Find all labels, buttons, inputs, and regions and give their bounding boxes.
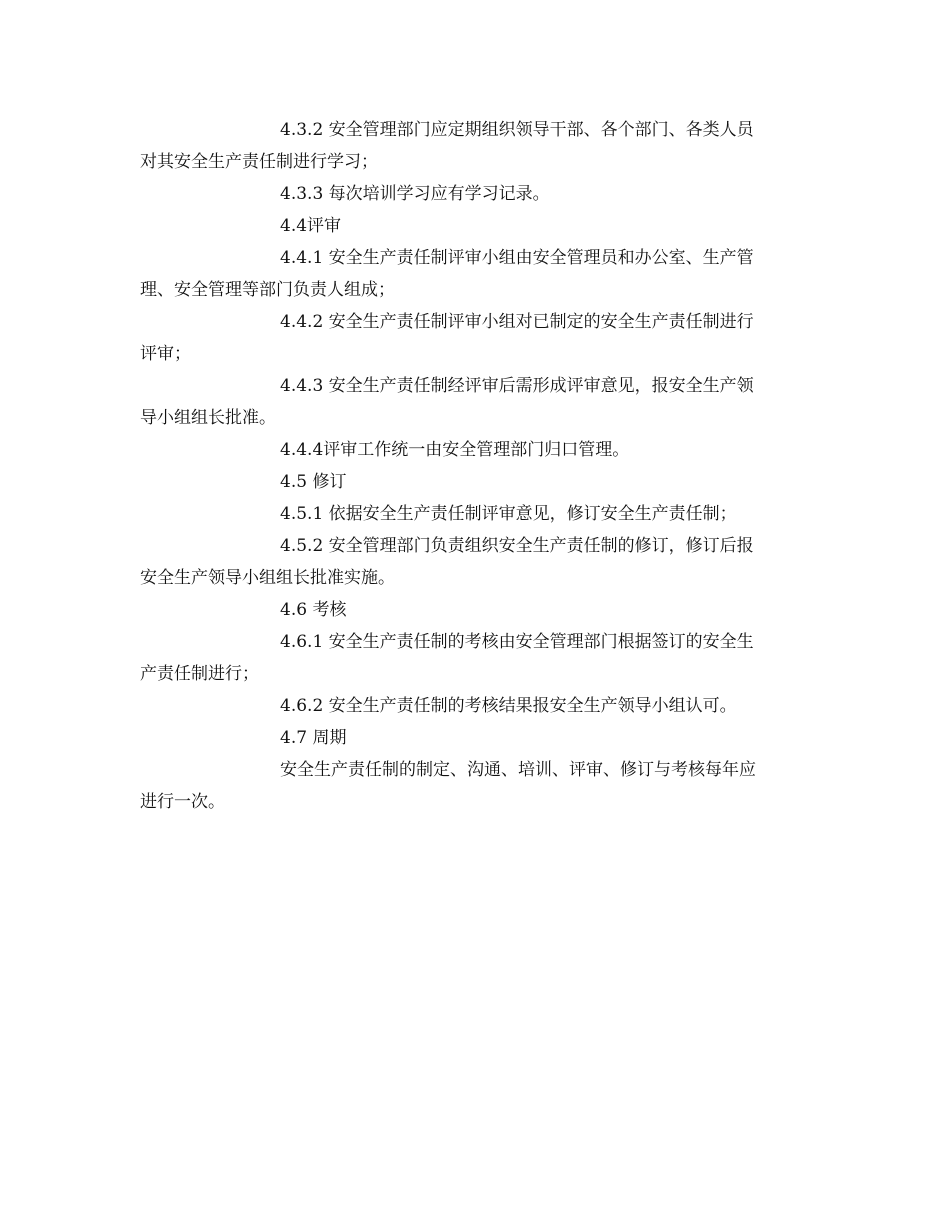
text-line: 4.6.1 安全生产责任制的考核由安全管理部门根据签订的安全生 — [280, 632, 754, 652]
text-line: 4.3.3 每次培训学习应有学习记录。 — [280, 184, 550, 204]
text-line: 4.4.4评审工作统一由安全管理部门归口管理。 — [280, 440, 630, 460]
text-line: 4.4.1 安全生产责任制评审小组由安全管理员和办公室、生产管 — [280, 248, 754, 268]
text-line: 4.4.2 安全生产责任制评审小组对已制定的安全生产责任制进行 — [280, 312, 754, 332]
text-line: 产责任制进行； — [140, 664, 259, 684]
text-line: 安全生产责任制的制定、沟通、培训、评审、修订与考核每年应 — [280, 760, 756, 780]
text-line: 进行一次。 — [140, 792, 225, 812]
text-line: 4.5.2 安全管理部门负责组织安全生产责任制的修订，修订后报 — [280, 536, 754, 556]
section-heading: 4.7 周期 — [280, 728, 347, 748]
document-page — [140, 114, 810, 818]
text-line: 4.5.1 依据安全生产责任制评审意见，修订安全生产责任制； — [280, 504, 737, 524]
text-line: 4.3.2 安全管理部门应定期组织领导干部、各个部门、各类人员 — [280, 120, 754, 140]
section-heading: 4.5 修订 — [280, 472, 347, 492]
section-heading: 4.4评审 — [280, 216, 342, 236]
text-line: 4.6.2 安全生产责任制的考核结果报安全生产领导小组认可。 — [280, 696, 737, 716]
text-line: 评审； — [140, 344, 191, 364]
text-line: 4.4.3 安全生产责任制经评审后需形成评审意见，报安全生产领 — [280, 376, 754, 396]
text-line: 对其安全生产责任制进行学习； — [140, 152, 378, 172]
text-line: 理、安全管理等部门负责人组成； — [140, 280, 395, 300]
text-line: 导小组组长批准。 — [140, 408, 276, 428]
section-heading: 4.6 考核 — [280, 600, 347, 620]
text-line: 安全生产领导小组组长批准实施。 — [140, 568, 395, 588]
